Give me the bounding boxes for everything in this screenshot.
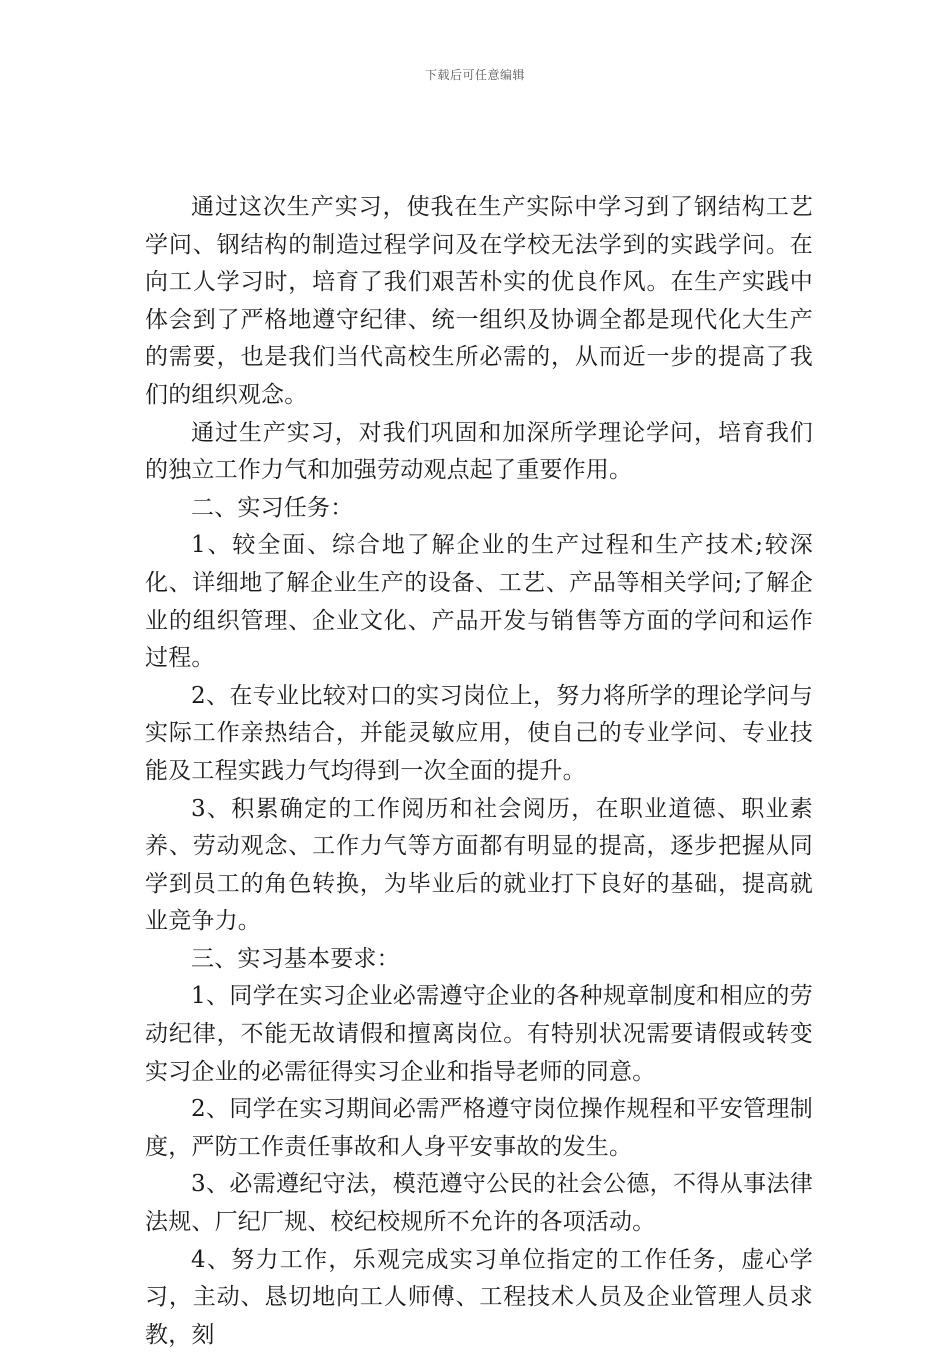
document-body: [145, 189, 813, 1354]
paragraph-internship-benefit: 通过生产实习，对我们巩固和加深所学理论学问，培育我们的独立工作力气和加强劳动观点起了重要作用。: [145, 419, 813, 484]
section-heading-requirements: 三、实习基本要求：: [191, 945, 400, 972]
page-header-note: 下载后可任意编辑: [424, 68, 525, 82]
requirement-item-4: 4、努力工作，乐观完成实习单位指定的工作任务，虚心学习，主动、恳切地向工人师傅、工程技术人员及企业管理人员求教，刻: [145, 1246, 813, 1348]
task-item-3: 3、积累确定的工作阅历和社会阅历，在职业道德、职业素养、劳动观念、工作力气等方面都有明显的提高，逐步把握从同学到员工的角色转换，为毕业后的就业打下良好的基础，提高就业竞争力。: [145, 795, 813, 935]
paragraph-internship-summary: 通过这次生产实习，使我在生产实际中学习到了钢结构工艺学问、钢结构的制造过程学问及在学校无法学到的实践学问。在向工人学习时，培育了我们艰苦朴实的优良作风。在生产实践中体会到了严格地遵守纪律、统一组织及协调全都是现代化大生产的需要，也是我们当代高校生所必需的，从而近一步的提高了我们的组织观念。: [145, 194, 813, 408]
requirement-item-2: 2、同学在实习期间必需严格遵守岗位操作规程和平安管理制度，严防工作责任事故和人身平安事故的发生。: [145, 1096, 813, 1160]
section-heading-tasks: 二、实习任务：: [191, 494, 354, 521]
requirement-item-1: 1、同学在实习企业必需遵守企业的各种规章制度和相应的劳动纪律，不能无故请假和擅离岗位。有特别状况需要请假或转变实习企业的必需征得实习企业和指导老师的同意。: [145, 983, 813, 1085]
task-item-2: 2、在专业比较对口的实习岗位上，努力将所学的理论学问与实际工作亲热结合，并能灵敏应用，使自己的专业学问、专业技能及工程实践力气均得到一次全面的提升。: [145, 682, 813, 784]
task-item-1: 1、较全面、综合地了解企业的生产过程和生产技术;较深化、详细地了解企业生产的设备、工艺、产品等相关学问;了解企业的组织管理、企业文化、产品开发与销售等方面的学问和运作过程。: [145, 532, 813, 672]
requirement-item-3: 3、必需遵纪守法，模范遵守公民的社会公德，不得从事法律法规、厂纪厂规、校纪校规所不允许的各项活动。: [145, 1171, 813, 1236]
